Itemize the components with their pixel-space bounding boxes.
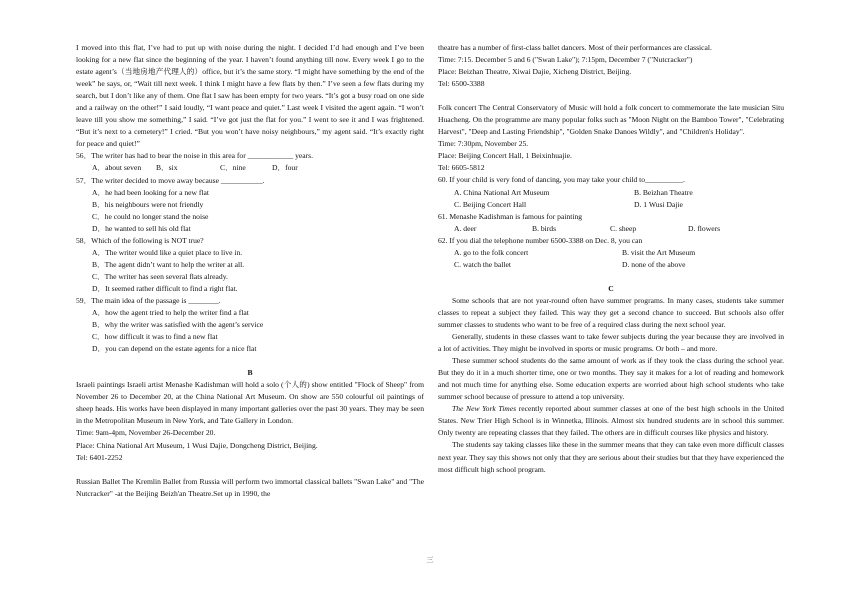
exhibit-tel: Tel: 6401-2252 <box>76 452 123 462</box>
paragraph-4-body: recently reported about summer classes at one of the best high schools in the United States. New Trier High School is in Winnetka, Illinois. Almost six hundred students are in school this summer. Only twenty are repeating classes that they failed. The others are in difficult courses like physics and history. <box>438 404 784 438</box>
option-62-b[interactable]: B. visit the Art Museum <box>622 247 696 257</box>
passage-c-paragraph-5: The students say taking classes like these in the summer means that they can take even more difficult classes next year. They say this shows not only that they are serious about their studies but that they have experienced the most difficult high school program. <box>438 440 784 474</box>
option-61-c[interactable]: C. sheep <box>610 223 637 233</box>
option-56-d[interactable]: D．four <box>272 163 298 173</box>
option-56-b[interactable]: B．six <box>156 163 178 173</box>
question-59-stem: 59．The main idea of the passage is ________. <box>76 295 221 305</box>
question-60-stem: 60. If your child is very fond of dancing, you may take your child to__________. <box>438 175 685 185</box>
passage-c-paragraph-2: Generally, students in these classes want to take fewer subjects during the year because they are involved in a lot of activities. They might be involved in sports or music programs. Or both – and more. <box>438 332 784 354</box>
option-56-a[interactable]: A．about seven <box>92 163 142 173</box>
option-58-b[interactable]: B．The agent didn’t want to help the writer at all. <box>92 259 245 269</box>
newspaper-title: The New York Times <box>452 404 517 414</box>
passage-a-text: I moved into this flat, I’ve had to put up with noise during the night. I decided I’d had enough and I’ve been looking for a new flat since the beginning of the year. I haven’t found anything till now. Every week I go to the estate agent’s（当地房地产代理人的）office, but it’s the same story. “I might have something by the end of the week” he says, or, “Wait till next week. I think I might have a few flats by then.” I’ve seen a few flats during my search, but I don’t like any of them. One flat I saw has been empty for two years. “It’s got a busy road on one side and a railway on the other!” I said loudly, “I want peace and quiet.” Last week I visited the agent again. “I won’t leave till you show me something,” I said. “I’ve got just the flat for you.” I went to see it and I was frightened. “But it’s next to a cemetery!” I cried. “But you won’t have noisy neighbours,” my agent said. “It’s exactly right for peace and quiet!” <box>76 43 424 149</box>
question-62-stem: 62. If you dial the telephone number 6500-3388 on Dec. 8, you can <box>438 235 643 245</box>
question-56-options <box>76 162 424 174</box>
folk-place: Place: Beijing Concert Hall, 1 Beixinhuajie. <box>438 151 572 161</box>
option-56-c[interactable]: C．nine <box>220 163 246 173</box>
option-60-b[interactable]: B. Beizhan Theatre <box>634 187 693 197</box>
option-58-d[interactable]: D．It seemed rather difficult to find a right flat. <box>92 283 238 293</box>
option-59-c[interactable]: C．how difficult it was to find a new flat <box>92 332 218 342</box>
exhibit-text: Israeli paintings Israeli artist Menashe Kadishman will hold a solo (个人的) show entitled "Flock of Sheep" from November 26 to December 20, at the China National Art Museum. On show are 550 colourful oil paintings of sheep heads. His works have been displayed in many important galleries over the past 30 years. They may be seen in the Metropolitan Museum in New York, and Tate Gallery in London. <box>76 380 424 426</box>
option-59-b[interactable]: B．why the writer was satisfied with the agent’s service <box>92 320 264 330</box>
question-62-options-cd <box>438 259 784 271</box>
ballet-tel: Tel: 6500-3388 <box>438 79 485 89</box>
question-60-options-ab <box>438 187 784 199</box>
ballet-time: Time: 7:15. December 5 and 6 ("Swan Lake"); 7:15pm, December 7 ("Nutcracker") <box>438 55 693 65</box>
question-57-stem: 57．The writer decided to move away because ___________. <box>76 175 265 185</box>
option-57-a[interactable]: A．he had been looking for a new flat <box>92 187 210 197</box>
ballet-place: Place: Beizhan Theatre, Xiwai Dajie, Xicheng District, Beijing. <box>438 67 632 77</box>
passage-c-paragraph-1: Some schools that are not year-round often have summer programs. In many cases, students take summer classes to repeat a subject they failed. This way they get a second chance to succeed. But schools also offer summer classes to students who want to be free of a required class during the next school year. <box>438 295 784 329</box>
option-57-d[interactable]: D．he wanted to sell his old flat <box>92 223 191 233</box>
option-57-c[interactable]: C．he could no longer stand the noise <box>92 211 209 221</box>
left-column <box>76 42 424 500</box>
question-61-options <box>438 223 784 235</box>
option-62-c[interactable]: C. watch the ballet <box>454 259 511 269</box>
right-column <box>438 42 784 476</box>
option-58-a[interactable]: A．The writer would like a quiet place to live in. <box>92 247 243 257</box>
question-58-stem: 58．Which of the following is NOT true? <box>76 235 204 245</box>
passage-c-paragraph-3: These summer school students do the same amount of work as if they took the class during the school year. But they do it in a much shorter time, one or two months. They say it makes for a lot of reading and homework and not much time for anything else. Some education experts are worried about high school students who take summer school because of pressure to attend a top university. <box>438 356 784 402</box>
exhibit-time: Time: 9am-4pm, November 26-December 20. <box>76 428 216 438</box>
folk-tel: Tel: 6605-5812 <box>438 163 485 173</box>
question-60-options-cd <box>438 199 784 211</box>
section-b-heading: B <box>247 368 253 378</box>
option-62-d[interactable]: D. none of the above <box>622 259 686 269</box>
ballet-continued: theatre has a number of first-class ballet dancers. Most of their performances are classical. <box>438 43 712 52</box>
ballet-text: Russian Ballet The Kremlin Ballet from Russia will perform two immortal classical ballets "Swan Lake" and "The Nutcracker" -at the Beijing Beizh'an Theatre.Set up in 1990, the <box>76 476 424 498</box>
option-62-a[interactable]: A. go to the folk concert <box>454 247 529 257</box>
question-62-options-ab <box>438 247 784 259</box>
section-c-heading: C <box>608 283 614 293</box>
option-60-d[interactable]: D. 1 Wusi Dajie <box>634 199 683 209</box>
passage-c-paragraph-4 <box>438 403 784 439</box>
folk-time: Time: 7:30pm, November 25. <box>438 139 529 149</box>
exhibit-place: Place: China National Art Museum, 1 Wusi Dajie, Dongcheng District, Beijing. <box>76 440 318 450</box>
option-61-d[interactable]: D. flowers <box>688 223 721 233</box>
option-61-b[interactable]: B. birds <box>532 223 557 233</box>
option-57-b[interactable]: B．his neighbours were not friendly <box>92 199 204 209</box>
option-59-d[interactable]: D．you can depend on the estate agents for a nice flat <box>92 344 257 354</box>
question-61-stem: 61. Menashe Kadishman is famous for painting <box>438 211 583 221</box>
option-59-a[interactable]: A．how the agent tried to help the writer find a flat <box>92 308 249 318</box>
page-number: 三 <box>426 556 434 564</box>
option-58-c[interactable]: C．The writer has seen several flats already. <box>92 271 228 281</box>
option-60-a[interactable]: A. China National Art Museum <box>454 187 550 197</box>
folk-concert-text: Folk concert The Central Conservatory of Music will hold a folk concert to commemorate the late musician Situ Huacheng. On the programme are many popular folks such as "Moon Night on the Bamboo Tower", "Celebrating Harvest", "Deep and Lasting Friendship", "Golden Snake Danoes Wildly", and "Children's Holiday". <box>438 103 784 137</box>
question-56-stem: 56．The writer has had to bear the noise in this area for ____________ years. <box>76 151 314 161</box>
option-61-a[interactable]: A. deer <box>454 223 477 233</box>
option-60-c[interactable]: C. Beijing Concert Hall <box>454 199 527 209</box>
